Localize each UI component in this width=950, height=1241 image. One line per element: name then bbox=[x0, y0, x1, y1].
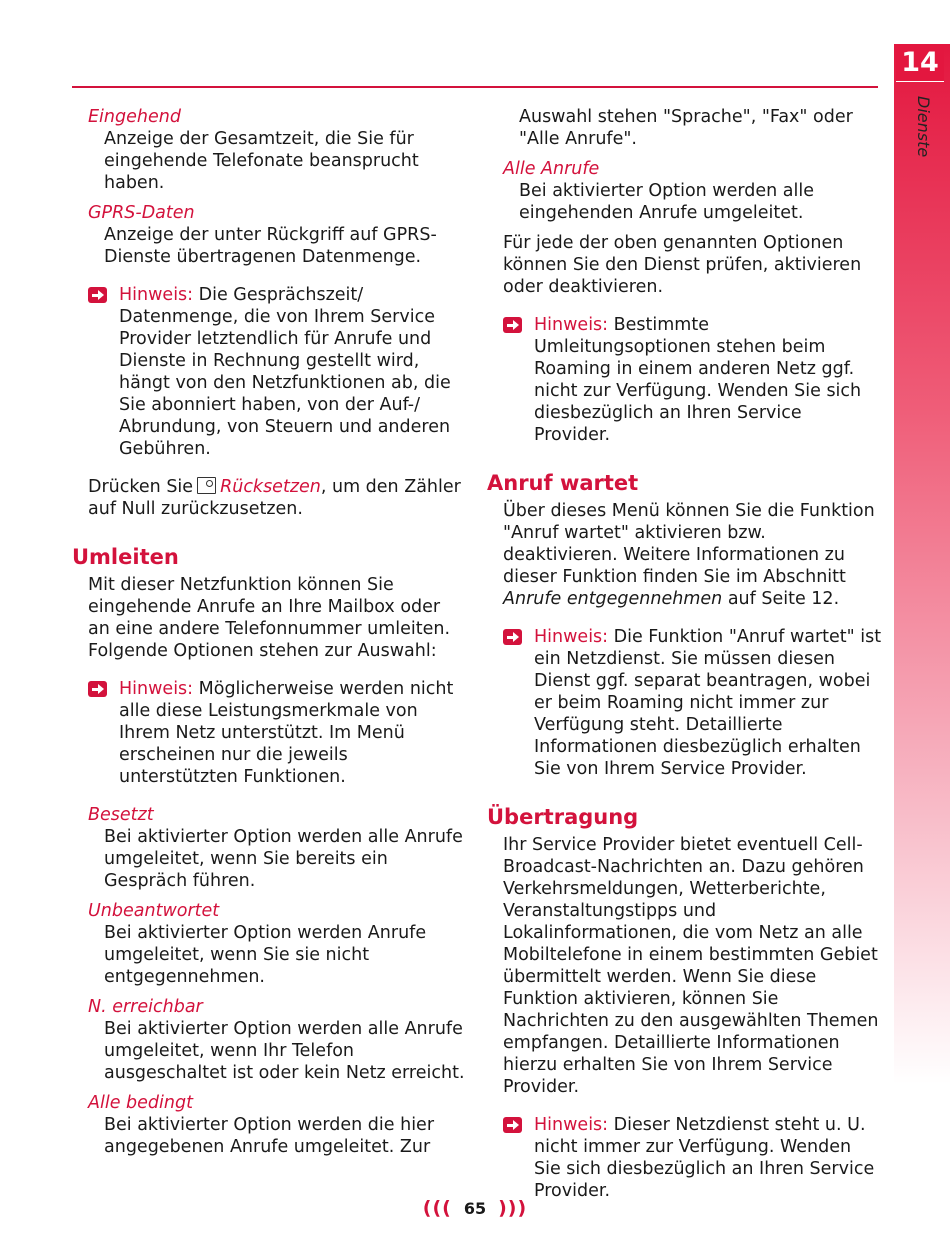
note-label: Hinweis: bbox=[534, 315, 609, 335]
note-label: Hinweis: bbox=[119, 285, 194, 305]
term-unbeantwortet: Unbeantwortet bbox=[88, 901, 220, 921]
note-gespraechszeit bbox=[88, 284, 467, 460]
note-label: Hinweis: bbox=[534, 627, 609, 647]
desc-alle-bedingt: Bei aktivierter Option werden die hier angegebenen Anrufe umgeleitet. Zur bbox=[104, 1115, 435, 1157]
term-eingehend: Eingehend bbox=[88, 107, 181, 127]
note-label: Hinweis: bbox=[534, 1115, 609, 1135]
heading-anruf-wartet: Anruf wartet bbox=[487, 471, 639, 495]
note-text: Die Gesprächszeit/ Datenmenge, die von Ihrem Service Provider letztendlich für Anrufe und Dienste in Rechnung gestellt wird, hängt von den Netzfunktionen ab, die Sie abonniert haben, von der Auf-/ Abrundung, von Steuern und anderen Gebühren. bbox=[119, 285, 451, 459]
arrow-right-icon bbox=[503, 1117, 522, 1133]
page-footer bbox=[0, 1196, 950, 1221]
reset-paragraph bbox=[88, 476, 467, 520]
reset-text-post: , um den Zähler auf Null zurückzusetzen. bbox=[88, 477, 461, 519]
desc-nicht-erreichbar: Bei aktivierter Option werden alle Anrufe umgeleitet, wenn Ihr Telefon ausgeschaltet ist oder kein Netz erreicht. bbox=[104, 1019, 465, 1083]
umleiten-intro: Mit dieser Netzfunktion können Sie eingehende Anrufe an Ihre Mailbox oder an eine andere Telefonnummer umleiten. Folgende Optionen stehen zur Auswahl: bbox=[88, 575, 451, 661]
arrow-right-icon bbox=[503, 629, 522, 645]
uebertragung-paragraph: Ihr Service Provider bietet eventuell Cell-Broadcast-Nachrichten an. Dazu gehören Verkehrsmeldungen, Wetterberichte, Veranstaltungstipps und Lokalinformationen, die vom Netz an alle Mobiltelefone in einem bestimmten Gebiet übermittelt werden. Wenn Sie diese Funktion aktivieren, können Sie Nachrichten zu den ausgewählten Themen empfangen. Detaillierte Informationen hierzu erhalten Sie von Ihrem Service Provider. bbox=[503, 835, 879, 1097]
desc-besetzt: Bei aktivierter Option werden alle Anrufe umgeleitet, wenn Sie bereits ein Gespräch führen. bbox=[104, 827, 463, 891]
note-anruf-wartet bbox=[503, 626, 882, 780]
reset-text-pre: Drücken Sie bbox=[88, 477, 194, 497]
desc-eingehend: Anzeige der Gesamtzeit, die Sie für eingehende Telefonate beansprucht haben. bbox=[104, 129, 419, 193]
heading-umleiten: Umleiten bbox=[72, 545, 179, 569]
chapter-side-strip bbox=[894, 44, 950, 1084]
term-besetzt: Besetzt bbox=[88, 805, 154, 825]
reset-softkey-label: Rücksetzen bbox=[220, 477, 321, 497]
note-text: Bestimmte Umleitungsoptionen stehen beim Roaming in einem anderen Netz ggf. nicht zur Verfügung. Wenden Sie sich diesbezüglich an Ihren Service Provider. bbox=[534, 315, 862, 445]
desc-alle-anrufe: Bei aktivierter Option werden alle eingehenden Anrufe umgeleitet. bbox=[519, 181, 815, 223]
right-column bbox=[487, 106, 882, 1210]
note-text: Dieser Netzdienst steht u. U. nicht immer zur Verfügung. Wenden Sie sich diesbezüglich an Ihren Service Provider. bbox=[534, 1115, 875, 1201]
anruf-text-post: auf Seite 12. bbox=[722, 589, 840, 609]
term-alle-bedingt: Alle bedingt bbox=[88, 1093, 193, 1113]
anruf-section-ref: Anrufe entgegennehmen bbox=[503, 589, 723, 609]
note-text: Möglicherweise werden nicht alle diese Leistungsmerkmale von Ihrem Netz unterstützt. Im Menü erscheinen nur die jeweils unterstützten Funktionen. bbox=[119, 679, 454, 787]
chapter-number: 14 bbox=[896, 44, 944, 82]
page-number: 65 bbox=[463, 1199, 487, 1218]
arrow-right-icon bbox=[88, 287, 107, 303]
term-nicht-erreichbar: N. erreichbar bbox=[88, 997, 203, 1017]
anruf-text-pre: Über dieses Menü können Sie die Funktion "Anruf wartet" aktivieren bzw. deaktivieren. Weitere Informationen zu dieser Funktion finden Sie im Abschnitt bbox=[503, 501, 875, 587]
note-text: Die Funktion "Anruf wartet" ist ein Netzdienst. Sie müssen diesen Dienst ggf. separat beantragen, wobei er beim Roaming nicht immer zur Verfügung steht. Detaillierte Informationen diesbezüglich erhalten Sie von Ihrem Service Provider. bbox=[534, 627, 882, 779]
desc-alle-bedingt-cont: Auswahl stehen "Sprache", "Fax" oder "Alle Anrufe". bbox=[519, 107, 853, 149]
note-netzdienst bbox=[503, 1114, 882, 1202]
arrow-right-icon bbox=[503, 317, 522, 333]
anruf-wartet-paragraph bbox=[503, 500, 882, 610]
arrow-right-icon bbox=[88, 681, 107, 697]
desc-gprs-daten: Anzeige der unter Rückgriff auf GPRS-Dienste übertragenen Datenmenge. bbox=[104, 225, 437, 267]
header-rule bbox=[72, 86, 878, 88]
right-softkey-icon bbox=[197, 477, 216, 494]
desc-unbeantwortet: Bei aktivierter Option werden Anrufe umgeleitet, wenn Sie sie nicht entgegennehmen. bbox=[104, 923, 427, 987]
left-column bbox=[72, 106, 467, 1166]
note-leistungsmerkmale bbox=[88, 678, 467, 788]
note-roaming bbox=[503, 314, 882, 446]
chapter-title: Dienste bbox=[914, 96, 933, 158]
note-label: Hinweis: bbox=[119, 679, 194, 699]
term-alle-anrufe: Alle Anrufe bbox=[503, 159, 600, 179]
wave-left-decoration: ((( bbox=[422, 1197, 452, 1219]
options-paragraph: Für jede der oben genannten Optionen können Sie den Dienst prüfen, aktivieren oder deaktivieren. bbox=[503, 233, 862, 297]
heading-uebertragung: Übertragung bbox=[487, 805, 639, 829]
wave-right-decoration: ))) bbox=[498, 1197, 528, 1219]
term-gprs-daten: GPRS-Daten bbox=[88, 203, 195, 223]
